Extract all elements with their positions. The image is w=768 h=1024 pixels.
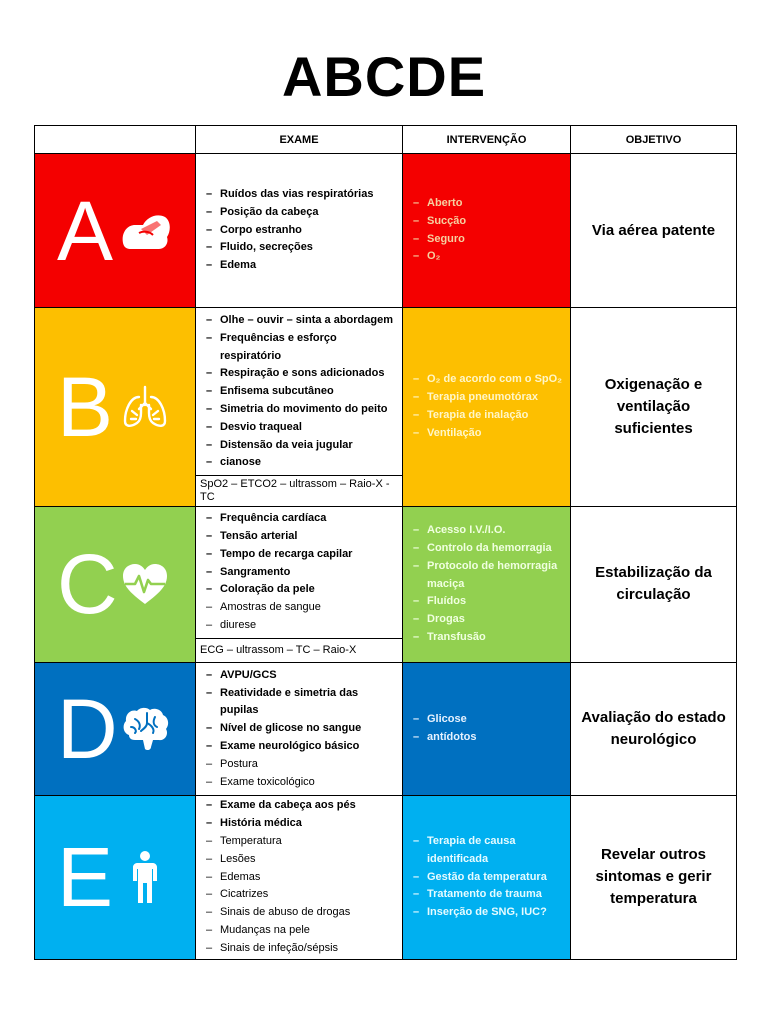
intervention-list-e	[409, 833, 564, 922]
letter-cell-e	[35, 796, 196, 959]
intervention-list-b	[409, 371, 564, 442]
list-item: – Simetria do movimento do peito	[202, 401, 396, 419]
intervention-cell-a	[403, 154, 571, 308]
list-item: – AVPU/GCS	[202, 667, 396, 685]
list-item: – Edema	[202, 257, 396, 275]
row-c	[35, 507, 737, 663]
list-item: – Exame toxicológico	[202, 774, 396, 792]
exam-cell-e	[196, 796, 403, 959]
row-b	[35, 308, 737, 507]
list-item: – Postura	[202, 756, 396, 774]
list-item: – O₂ de acordo com o SpO₂	[409, 371, 564, 389]
letter-d: D	[57, 682, 118, 777]
exam-list-a	[202, 186, 396, 275]
objective-cell-b: Oxigenação e ventilação suficientes	[571, 308, 737, 507]
list-item: – Distensão da veia jugular	[202, 437, 396, 455]
letter-b: B	[57, 360, 114, 455]
header-intervention: INTERVENÇÃO	[403, 126, 571, 154]
list-item: – antídotos	[409, 729, 564, 747]
list-item: – Fluido, secreções	[202, 239, 396, 257]
exam-footer-b: SpO2 – ETCO2 – ultrassom – Raio-X - TC	[196, 475, 402, 506]
objective-cell-e: Revelar outros sintomas e gerir temperatura	[571, 796, 737, 959]
list-item: – Aberto	[409, 195, 564, 213]
list-item: – Glicose	[409, 711, 564, 729]
exam-main-c	[196, 507, 402, 638]
list-item: – Sucção	[409, 213, 564, 231]
list-item: – Lesões	[202, 851, 396, 869]
header-empty	[35, 126, 196, 154]
list-item: – Protocolo de hemorragia maciça	[409, 558, 564, 594]
list-item: – Gestão da temperatura	[409, 869, 564, 887]
exam-list-b	[202, 312, 396, 472]
row-e	[35, 796, 737, 959]
list-item: – Nível de glicose no sangue	[202, 720, 396, 738]
list-item: – Controlo da hemorragia	[409, 540, 564, 558]
exam-main-b	[196, 308, 402, 475]
list-item: – Enfisema subcutâneo	[202, 383, 396, 401]
list-item: – Acesso I.V./I.O.	[409, 522, 564, 540]
list-item: – Terapia de causa identificada	[409, 833, 564, 869]
letter-c: C	[57, 537, 118, 632]
list-item: – Sinais de abuso de drogas	[202, 904, 396, 922]
objective-cell-d: Avaliação do estado neurológico	[571, 662, 737, 796]
exam-footer-c: ECG – ultrassom – TC – Raio-X	[196, 638, 402, 662]
list-item: – Tratamento de trauma	[409, 886, 564, 904]
list-item: – Respiração e sons adicionados	[202, 365, 396, 383]
row-d	[35, 662, 737, 796]
heart-pulse-icon	[117, 556, 173, 612]
objective-cell-a: Via aérea patente	[571, 154, 737, 308]
list-item: – Ventilação	[409, 425, 564, 443]
list-item: – O₂	[409, 248, 564, 266]
list-item: – Temperatura	[202, 833, 396, 851]
letter-a: A	[57, 183, 114, 278]
objective-cell-c: Estabilização da circulação	[571, 507, 737, 663]
list-item: – Cicatrizes	[202, 886, 396, 904]
list-item: – Coloração da pele	[202, 581, 396, 599]
letter-cell-b	[35, 308, 196, 507]
list-item: – cianose	[202, 454, 396, 472]
list-item: – Tempo de recarga capilar	[202, 546, 396, 564]
header-row	[35, 126, 737, 154]
exam-cell-a	[196, 154, 403, 308]
exam-list-e	[202, 797, 396, 957]
list-item: – Mudanças na pele	[202, 922, 396, 940]
list-item: – diurese	[202, 617, 396, 635]
list-item: – Desvio traqueal	[202, 419, 396, 437]
letter-cell-a	[35, 154, 196, 308]
intervention-list-d	[409, 711, 564, 747]
list-item: – Olhe – ouvir – sinta a abordagem	[202, 312, 396, 330]
list-item: – Sangramento	[202, 564, 396, 582]
list-item: – Sinais de infeção/sépsis	[202, 940, 396, 958]
list-item: – Terapia pneumotórax	[409, 389, 564, 407]
person-icon	[117, 849, 173, 905]
letter-cell-d	[35, 662, 196, 796]
letter-cell-c	[35, 507, 196, 663]
list-item: – Ruídos das vias respiratórias	[202, 186, 396, 204]
list-item: – Edemas	[202, 869, 396, 887]
airway-icon	[117, 203, 173, 259]
lungs-icon	[117, 379, 173, 435]
list-item: – Seguro	[409, 231, 564, 249]
row-a	[35, 154, 737, 308]
header-objective: OBJETIVO	[571, 126, 737, 154]
intervention-list-a	[409, 195, 564, 266]
exam-list-d	[202, 667, 396, 792]
intervention-cell-c	[403, 507, 571, 663]
list-item: – Fluídos	[409, 593, 564, 611]
list-item: – Frequência cardíaca	[202, 510, 396, 528]
list-item: – Reatividade e simetria das pupilas	[202, 685, 396, 721]
list-item: – Corpo estranho	[202, 222, 396, 240]
exam-cell-d	[196, 662, 403, 796]
exam-list-c	[202, 510, 396, 635]
intervention-cell-b	[403, 308, 571, 507]
intervention-cell-e	[403, 796, 571, 959]
list-item: – Terapia de inalação	[409, 407, 564, 425]
abcde-table	[34, 125, 737, 960]
exam-cell-c	[196, 507, 403, 663]
list-item: – Inserção de SNG, IUC?	[409, 904, 564, 922]
header-exam: EXAME	[196, 126, 403, 154]
list-item: – História médica	[202, 815, 396, 833]
list-item: – Exame neurológico básico	[202, 738, 396, 756]
letter-e: E	[57, 830, 114, 925]
list-item: – Transfusão	[409, 629, 564, 647]
list-item: – Exame da cabeça aos pés	[202, 797, 396, 815]
intervention-cell-d	[403, 662, 571, 796]
list-item: – Posição da cabeça	[202, 204, 396, 222]
page-title: ABCDE	[281, 45, 487, 108]
intervention-list-c	[409, 522, 564, 647]
list-item: – Amostras de sangue	[202, 599, 396, 617]
list-item: – Frequências e esforço respiratório	[202, 330, 396, 366]
list-item: – Tensão arterial	[202, 528, 396, 546]
brain-icon	[117, 701, 173, 757]
list-item: – Drogas	[409, 611, 564, 629]
exam-cell-b	[196, 308, 403, 507]
